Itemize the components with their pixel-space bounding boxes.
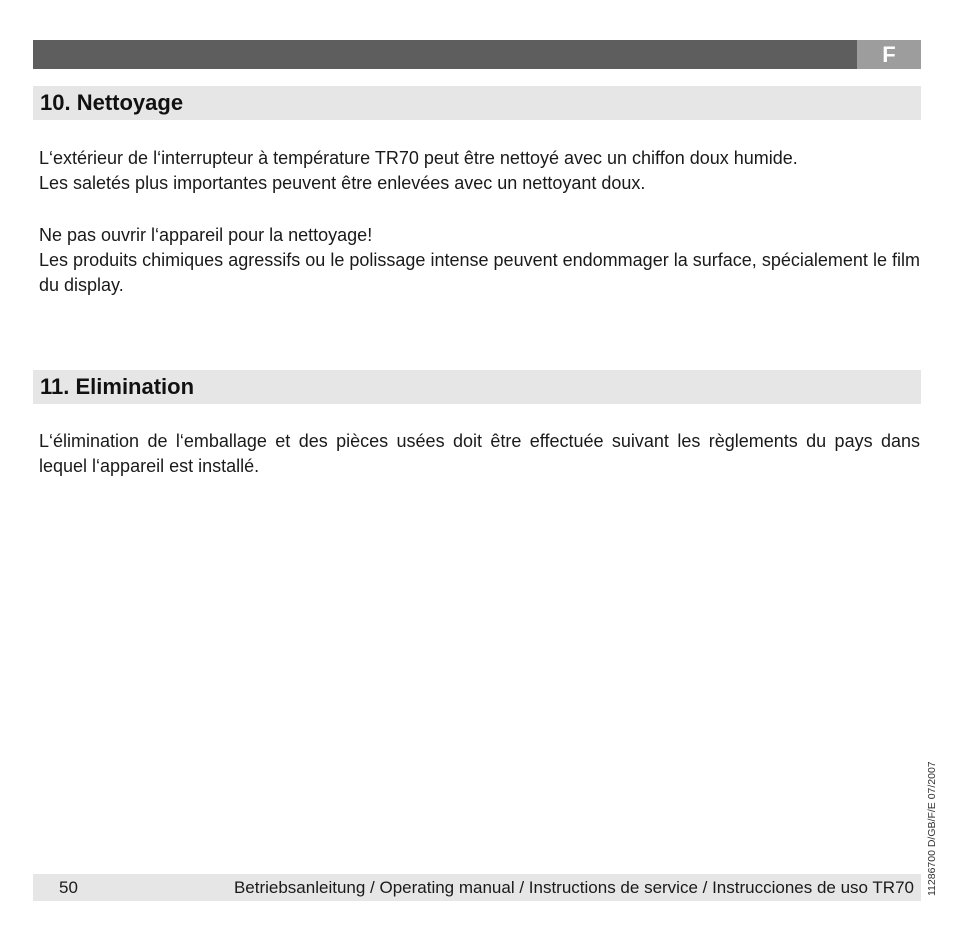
header-bar xyxy=(33,40,921,69)
paragraph-disposal: L‘élimination de l‘emballage et des pièces usées doit être effectuée suivant les règlements du pays dans lequel l‘appareil est installé. xyxy=(39,431,920,476)
paragraph-line: L‘extérieur de l‘interrupteur à température TR70 peut être nettoyé avec un chiffon doux humide. xyxy=(39,148,798,168)
section-heading-elimination: 11. Elimination xyxy=(33,370,921,404)
paragraph-chemicals-warning: Les produits chimiques agressifs ou le polissage intense peuvent endommager la surface, spécialement le film du display. xyxy=(39,250,920,295)
page-number: 50 xyxy=(59,878,78,897)
section-heading-nettoyage: 10. Nettoyage xyxy=(33,86,921,120)
footer-title: Betriebsanleitung / Operating manual / Instructions de service / Instrucciones de uso TR70 xyxy=(233,878,914,897)
footer-bar xyxy=(33,874,921,901)
paragraph-line: Ne pas ouvrir l‘appareil pour la nettoyage! xyxy=(39,225,373,245)
language-tab: F xyxy=(857,40,921,69)
paragraph-cleaning-intro xyxy=(39,146,920,196)
paragraph-line: Les saletés plus importantes peuvent être enlevées avec un nettoyant doux. xyxy=(39,173,646,193)
paragraph-do-not-open xyxy=(39,223,920,248)
document-code: 11286700 D/GB/F/E 07/2007 xyxy=(926,761,938,896)
